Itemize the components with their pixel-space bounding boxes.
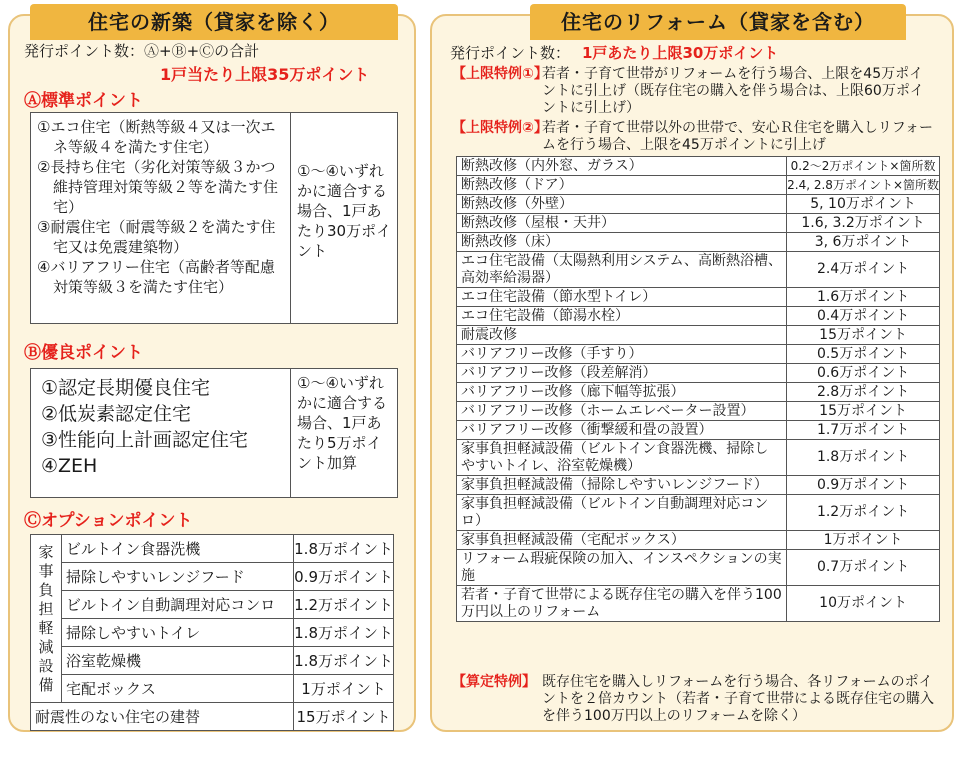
option-value: 1.8万ポイント bbox=[294, 647, 394, 675]
reform-item-name: 家事負担軽減設備（掃除しやすいレンジフード） bbox=[457, 476, 787, 495]
reform-item-value: 2.8万ポイント bbox=[787, 383, 940, 402]
reform-item-value: 15万ポイント bbox=[787, 402, 940, 421]
reform-item-value: 10万ポイント bbox=[787, 586, 940, 622]
excellent-points-list bbox=[31, 369, 291, 497]
section-c-title: Ⓒオプションポイント bbox=[24, 511, 193, 531]
reform-item-value: 5, 10万ポイント bbox=[787, 195, 940, 214]
standard-points-box bbox=[30, 112, 398, 324]
reform-panel bbox=[430, 10, 954, 732]
list-item: ①認定長期優良住宅 bbox=[41, 377, 211, 399]
category-label: 家事負担軽減設備 bbox=[38, 542, 54, 694]
left-issue-limit: 1戸当たり上限35万ポイント bbox=[160, 65, 370, 84]
reform-item-value: 1.6万ポイント bbox=[787, 288, 940, 307]
option-value: 1万ポイント bbox=[294, 675, 394, 703]
special-text: 若者・子育て世帯がリフォームを行う場合、上限を45万ポイントに引上げ（既存住宅の購入を伴う場合は、上限60万ポイントに引上げ） bbox=[542, 66, 924, 116]
excellent-points-note: ①〜④いずれかに適合する場合、1戸あたり5万ポイント加算 bbox=[297, 374, 388, 472]
table-row bbox=[31, 591, 394, 619]
option-value: 1.8万ポイント bbox=[294, 619, 394, 647]
reform-item-name: エコ住宅設備（太陽熱利用システム、高断熱浴槽、高効率給湯器） bbox=[457, 252, 787, 288]
reform-item-name: バリアフリー改修（廊下幅等拡張） bbox=[457, 383, 787, 402]
reform-item-name: 家事負担軽減設備（ビルトイン食器洗機、掃除しやすいトイレ、浴室乾燥機） bbox=[457, 440, 787, 476]
reform-item-name: バリアフリー改修（ホームエレベーター設置） bbox=[457, 402, 787, 421]
reform-item-value: 1.2万ポイント bbox=[787, 495, 940, 531]
left-issue-label: 発行ポイント数：Ⓐ+Ⓑ+Ⓒの合計 bbox=[24, 42, 260, 60]
reform-item-value: 0.2〜2万ポイント×箇所数 bbox=[787, 157, 940, 176]
right-issue-label: 発行ポイント数： bbox=[450, 44, 571, 62]
option-name: ビルトイン食器洗機 bbox=[62, 535, 294, 563]
reform-item-value: 1.8万ポイント bbox=[787, 440, 940, 476]
standard-points-list bbox=[31, 113, 291, 323]
table-row bbox=[457, 476, 940, 495]
special-limit-1 bbox=[452, 66, 942, 118]
table-row bbox=[457, 157, 940, 176]
reform-item-name: バリアフリー改修（衝撃緩和畳の設置） bbox=[457, 421, 787, 440]
table-row bbox=[31, 703, 394, 731]
option-value: 1.8万ポイント bbox=[294, 535, 394, 563]
option-points-table bbox=[30, 534, 394, 731]
table-row bbox=[31, 535, 394, 563]
table-row bbox=[457, 586, 940, 622]
table-row bbox=[457, 307, 940, 326]
option-name: 掃除しやすいレンジフード bbox=[62, 563, 294, 591]
reform-item-value: 0.7万ポイント bbox=[787, 550, 940, 586]
table-row bbox=[457, 531, 940, 550]
reform-item-name: 断熱改修（内外窓、ガラス） bbox=[457, 157, 787, 176]
section-a-title: Ⓐ標準ポイント bbox=[24, 91, 143, 111]
reform-item-name: リフォーム瑕疵保険の加入、インスペクションの実施 bbox=[457, 550, 787, 586]
table-row bbox=[31, 675, 394, 703]
table-row bbox=[457, 402, 940, 421]
reform-item-value: 1万ポイント bbox=[787, 531, 940, 550]
table-row bbox=[457, 495, 940, 531]
special-tag: 【上限特例①】 bbox=[452, 66, 548, 82]
new-construction-panel bbox=[8, 10, 416, 732]
calc-special bbox=[452, 674, 942, 726]
reform-item-name: 断熱改修（屋根・天井） bbox=[457, 214, 787, 233]
reform-item-value: 2.4, 2.8万ポイント×箇所数 bbox=[787, 176, 940, 195]
option-name: 耐震性のない住宅の建替 bbox=[31, 703, 294, 731]
reform-item-name: バリアフリー改修（段差解消） bbox=[457, 364, 787, 383]
new-construction-title: 住宅の新築（貸家を除く） bbox=[30, 4, 398, 40]
reform-item-name: バリアフリー改修（手すり） bbox=[457, 345, 787, 364]
reform-item-value: 1.6, 3.2万ポイント bbox=[787, 214, 940, 233]
special-tag: 【上限特例②】 bbox=[452, 120, 548, 136]
table-row bbox=[457, 252, 940, 288]
option-name: 浴室乾燥機 bbox=[62, 647, 294, 675]
option-value: 0.9万ポイント bbox=[294, 563, 394, 591]
reform-item-value: 0.4万ポイント bbox=[787, 307, 940, 326]
table-row bbox=[31, 563, 394, 591]
table-row bbox=[457, 288, 940, 307]
list-item: ③耐震住宅（耐震等級２を満たす住宅又は免震建築物） bbox=[37, 218, 276, 256]
list-item: ③性能向上計画認定住宅 bbox=[41, 429, 249, 451]
table-row bbox=[457, 345, 940, 364]
reform-item-name: エコ住宅設備（節水型トイレ） bbox=[457, 288, 787, 307]
table-row bbox=[457, 421, 940, 440]
table-row bbox=[457, 214, 940, 233]
reform-item-value: 15万ポイント bbox=[787, 326, 940, 345]
category-cell bbox=[31, 535, 62, 703]
table-row bbox=[457, 550, 940, 586]
list-item: ①エコ住宅（断熱等級４又は一次エネ等級４を満たす住宅） bbox=[37, 118, 276, 156]
option-name: 宅配ボックス bbox=[62, 675, 294, 703]
table-row bbox=[457, 383, 940, 402]
reform-item-name: 家事負担軽減設備（ビルトイン自動調理対応コンロ） bbox=[457, 495, 787, 531]
reform-item-name: 家事負担軽減設備（宅配ボックス） bbox=[457, 531, 787, 550]
section-b-title: Ⓑ優良ポイント bbox=[24, 343, 143, 363]
reform-item-value: 0.9万ポイント bbox=[787, 476, 940, 495]
option-name: ビルトイン自動調理対応コンロ bbox=[62, 591, 294, 619]
reform-item-name: 断熱改修（ドア） bbox=[457, 176, 787, 195]
list-item: ②長持ち住宅（劣化対策等級３かつ維持管理対策等級２等を満たす住宅） bbox=[37, 158, 279, 216]
list-item: ④ZEH bbox=[41, 455, 98, 477]
reform-item-value: 0.5万ポイント bbox=[787, 345, 940, 364]
table-row bbox=[457, 326, 940, 345]
special-text: 若者・子育て世帯以外の世帯で、安心Ｒ住宅を購入しリフォームを行う場合、上限を45万ポイントに引上げ bbox=[542, 120, 934, 153]
special-text: 既存住宅を購入しリフォームを行う場合、各リフォームのポイントを２倍カウント（若者・子育て世帯による既存住宅の購入を伴う100万円以上のリフォームを除く） bbox=[542, 674, 934, 724]
table-row bbox=[457, 364, 940, 383]
reform-item-value: 3, 6万ポイント bbox=[787, 233, 940, 252]
table-row bbox=[457, 233, 940, 252]
reform-item-name: 断熱改修（床） bbox=[457, 233, 787, 252]
reform-item-name: エコ住宅設備（節湯水栓） bbox=[457, 307, 787, 326]
table-row bbox=[457, 440, 940, 476]
table-row bbox=[31, 619, 394, 647]
list-item: ④バリアフリー住宅（高齢者等配慮対策等級３を満たす住宅） bbox=[37, 258, 275, 296]
reform-title: 住宅のリフォーム（貸家を含む） bbox=[530, 4, 906, 40]
standard-points-note: ①〜④いずれかに適合する場合、1戸あたり30万ポイント bbox=[297, 162, 392, 260]
excellent-points-box bbox=[30, 368, 398, 498]
reform-item-value: 2.4万ポイント bbox=[787, 252, 940, 288]
reform-item-value: 1.7万ポイント bbox=[787, 421, 940, 440]
right-issue-limit: 1戸あたり上限30万ポイント bbox=[582, 44, 779, 62]
option-value: 1.2万ポイント bbox=[294, 591, 394, 619]
reform-item-name: 断熱改修（外壁） bbox=[457, 195, 787, 214]
reform-points-table bbox=[456, 156, 940, 622]
table-row bbox=[457, 195, 940, 214]
option-name: 掃除しやすいトイレ bbox=[62, 619, 294, 647]
list-item: ②低炭素認定住宅 bbox=[41, 403, 192, 425]
option-value: 15万ポイント bbox=[294, 703, 394, 731]
reform-item-value: 0.6万ポイント bbox=[787, 364, 940, 383]
special-limit-2 bbox=[452, 120, 942, 154]
reform-item-name: 若者・子育て世帯による既存住宅の購入を伴う100万円以上のリフォーム bbox=[457, 586, 787, 622]
special-tag: 【算定特例】 bbox=[452, 674, 536, 690]
table-row bbox=[457, 176, 940, 195]
table-row bbox=[31, 647, 394, 675]
reform-item-name: 耐震改修 bbox=[457, 326, 787, 345]
